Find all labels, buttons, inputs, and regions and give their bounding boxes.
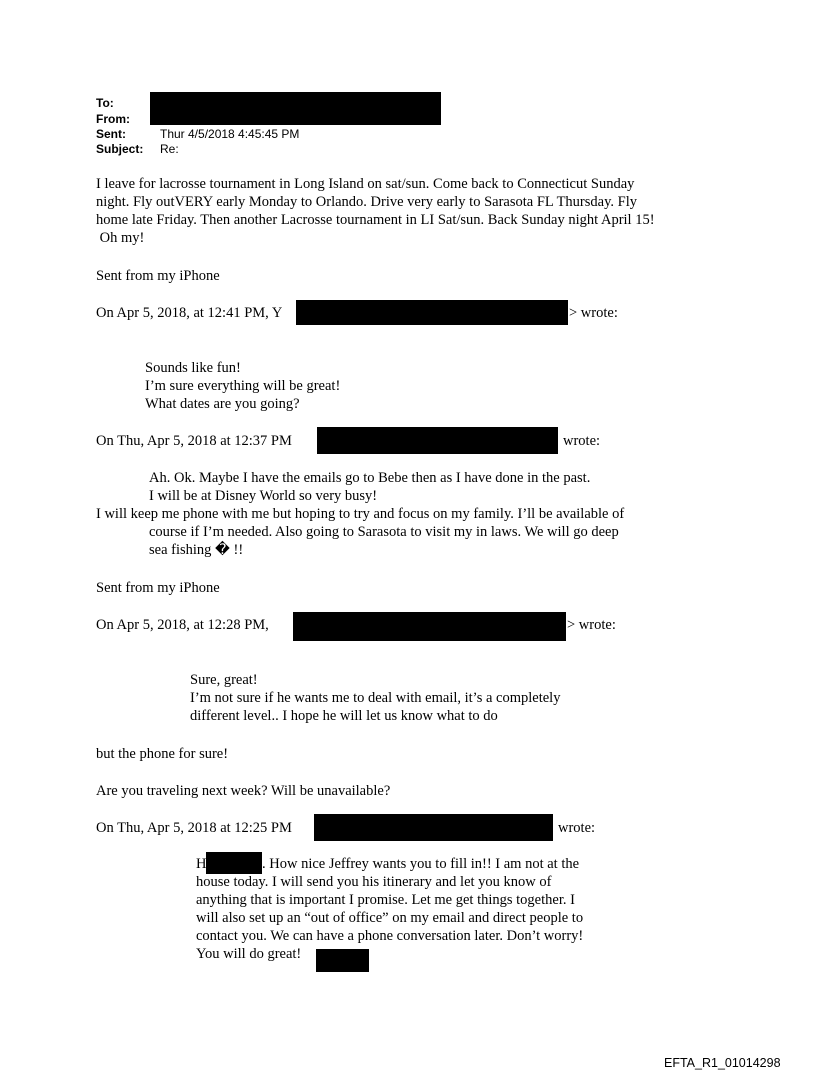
body-line: night. Fly outVERY early Monday to Orlando. Drive very early to Sarasota FL Thursday. Fly	[96, 194, 637, 210]
redaction-block	[314, 814, 553, 841]
quoted-line: You will do great!	[196, 946, 302, 962]
subject-label: Subject:	[96, 142, 144, 156]
from-label: From:	[96, 112, 130, 126]
redaction-block	[206, 852, 262, 874]
quoted-line: . How nice Jeffrey wants you to fill in!! I am not at the	[262, 856, 580, 872]
quoted-line: house today. I will send you his itinerary and let you know of	[196, 874, 552, 890]
sent-from-line: Sent from my iPhone	[96, 268, 220, 284]
quoted-line: Sure, great!	[190, 672, 258, 688]
quote-attribution: On Thu, Apr 5, 2018 at 12:25 PM	[96, 820, 292, 836]
redaction-block	[296, 300, 568, 325]
quoted-line: I’m not sure if he wants me to deal with email, it’s a completely	[190, 690, 561, 706]
quote-attribution: On Apr 5, 2018, at 12:41 PM, Y	[96, 305, 283, 321]
quote-attribution-suffix: > wrote:	[567, 617, 616, 633]
sent-from-line: Sent from my iPhone	[96, 580, 220, 596]
quoted-line: contact you. We can have a phone conversation later. Don’t worry!	[196, 928, 584, 944]
quoted-line: anything that is important I promise. Let me get things together. I	[196, 892, 575, 908]
body-line: I leave for lacrosse tournament in Long Island on sat/sun. Come back to Connecticut Sunday	[96, 176, 635, 192]
quoted-line-initial: H	[196, 856, 207, 872]
quote-attribution-suffix: wrote:	[563, 433, 601, 449]
quoted-line: I will keep me phone with me but hoping to try and focus on my family. I’ll be available of	[96, 506, 625, 522]
quoted-line: sea fishing � !!	[149, 542, 244, 558]
quoted-line: will also set up an “out of office” on my email and direct people to	[196, 910, 584, 926]
quoted-line: What dates are you going?	[145, 396, 300, 412]
sent-value: Thur 4/5/2018 4:45:45 PM	[160, 127, 300, 141]
quote-attribution: On Thu, Apr 5, 2018 at 12:37 PM	[96, 433, 292, 449]
body-line: Are you traveling next week? Will be unavailable?	[96, 783, 391, 799]
quote-attribution: On Apr 5, 2018, at 12:28 PM,	[96, 617, 269, 633]
redaction-block	[150, 92, 441, 125]
quoted-line: different level.. I hope he will let us know what to do	[190, 708, 498, 724]
quote-attribution-suffix: wrote:	[558, 820, 596, 836]
quoted-line: course if I’m needed. Also going to Sarasota to visit my in laws. We will go deep	[149, 524, 619, 540]
body-line: Oh my!	[96, 230, 145, 246]
quoted-line: I will be at Disney World so very busy!	[149, 488, 378, 504]
to-label: To:	[96, 96, 114, 110]
body-line: but the phone for sure!	[96, 746, 229, 762]
redaction-block	[316, 949, 369, 972]
quote-attribution-suffix: > wrote:	[569, 305, 618, 321]
document-id: EFTA_R1_01014298	[664, 1056, 781, 1070]
quoted-line: Sounds like fun!	[145, 360, 241, 376]
quoted-line: Ah. Ok. Maybe I have the emails go to Bebe then as I have done in the past.	[149, 470, 591, 486]
subject-value: Re:	[160, 142, 179, 156]
quoted-line: I’m sure everything will be great!	[145, 378, 341, 394]
redaction-block	[293, 612, 566, 641]
sent-label: Sent:	[96, 127, 126, 141]
body-line: home late Friday. Then another Lacrosse tournament in LI Sat/sun. Back Sunday night April 15!	[96, 212, 655, 228]
redaction-block	[317, 427, 558, 454]
